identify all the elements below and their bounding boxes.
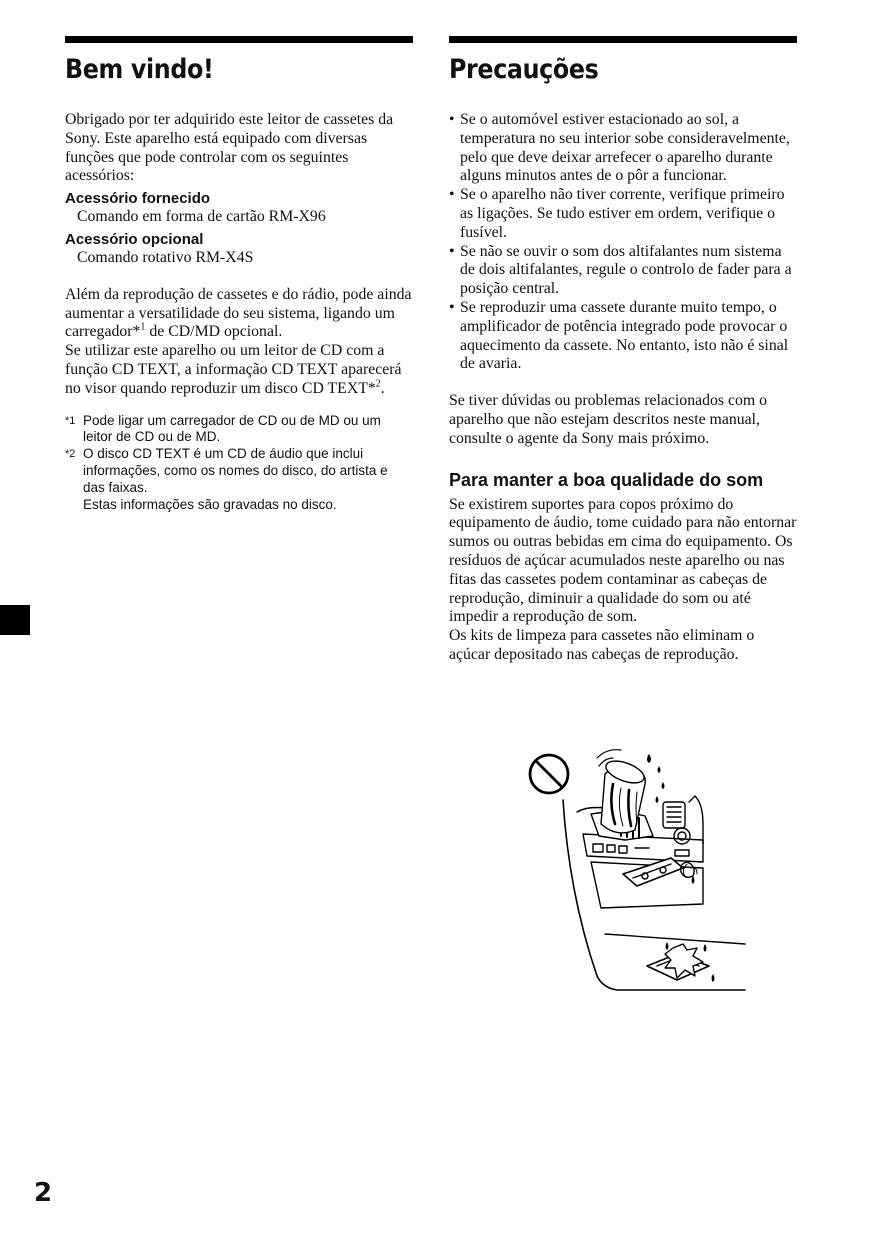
list-item: • Se o automóvel estiver estacionado ao sol, a temperatura no seu interior sobe consideravelmente, pelo que deve deixar arrefecer o aparelho durante alguns minutos antes de o pôr a funcionar. xyxy=(449,111,797,186)
supplied-accessory-heading: Acessório fornecido xyxy=(65,190,211,208)
footnote-mark: *1 xyxy=(65,414,76,427)
stereo-unit xyxy=(583,834,745,944)
footnote-ref-1: 1 xyxy=(140,322,146,334)
versatility-text-b: de CD/MD opcional. xyxy=(145,323,283,341)
welcome-title: Bem vindo! xyxy=(65,54,214,85)
section-tab-marker xyxy=(0,605,30,635)
footnote-text: Pode ligar um carregador de CD ou de MD ou um leitor de CD ou de MD. xyxy=(83,412,381,445)
footnote-mark: *2 xyxy=(65,448,76,461)
section-rule xyxy=(65,36,413,43)
supplied-accessory-item: Comando em forma de cartão RM-X96 xyxy=(77,208,326,226)
prohibition-icon xyxy=(530,755,568,793)
cd-text-paragraph xyxy=(65,342,413,398)
versatility-paragraph xyxy=(65,286,413,342)
page-number: 2 xyxy=(34,1178,53,1208)
cd-text-text-a: Se utilizar este aparelho ou um leitor de CD com a função CD TEXT, a informação CD TEXT aparecerá no visor quando reproduzir um disco CD TEXT* xyxy=(65,342,402,397)
precautions-column xyxy=(449,36,797,665)
spilled-cassette xyxy=(647,942,715,982)
precautions-list xyxy=(449,111,797,374)
section-rule xyxy=(449,36,797,43)
sound-quality-paragraph-2: Os kits de limpeza para cassetes não eliminam o açúcar depositado nas cabeças de reprodução. xyxy=(449,627,755,663)
optional-accessory-heading: Acessório opcional xyxy=(65,230,204,248)
list-item: • Se o aparelho não tiver corrente, verifique primeiro as ligações. Se tudo estiver em ordem, verifique o fusível. xyxy=(449,186,797,242)
welcome-column xyxy=(65,36,413,513)
list-item: • Se não se ouvir o som dos altifalantes num sistema de dois altifalantes, regule o controlo de fader para a posição central. xyxy=(449,243,797,299)
versatility-text-a: Além da reprodução de cassetes e do rádio, pode ainda aumentar a versatilidade do seu sistema, ligando um carregador* xyxy=(65,285,412,341)
precautions-title: Precauções xyxy=(449,54,599,85)
list-item: • Se reproduzir uma cassete durante muito tempo, o amplificador de potência integrado pode provocar o aquecimento da cassete. No entanto, isto não é sinal de avaria. xyxy=(449,299,797,374)
sound-quality-paragraph-1: Se existirem suportes para copos próximo do equipamento de áudio, tome cuidado para não entornar sumos ou outras bebidas em cima do equipamento. Os resíduos de açúcar acumulados neste aparelho ou nas fitas das cassetes podem contaminar as cabeças de reprodução, diminuir a qualidade do som ou até impedir a reprodução de som. xyxy=(449,495,797,626)
footnotes xyxy=(65,413,413,514)
footnote-text: O disco CD TEXT é um CD de áudio que inclui informações, como os nomes do disco, do artista e das faixas. xyxy=(83,446,388,495)
dealer-paragraph: Se tiver dúvidas ou problemas relacionados com o aparelho que não estejam descritos neste manual, consulte o agente da Sony mais próximo. xyxy=(449,392,768,447)
cd-text-text-b: . xyxy=(380,379,385,397)
footnote-ref-2: 2 xyxy=(375,378,381,390)
footnote-text: Estas informações são gravadas no disco. xyxy=(83,496,337,512)
sound-quality-heading: Para manter a boa qualidade do som xyxy=(449,469,764,490)
cassette-in-slot xyxy=(623,858,697,886)
welcome-intro: Obrigado por ter adquirido este leitor de cassetes da Sony. Este aparelho está equipado com diversas funções que pode controlar com os seguintes acessórios: xyxy=(65,111,394,185)
footnote-1 xyxy=(65,413,413,447)
optional-accessory-item: Comando rotativo RM-X4S xyxy=(77,248,254,266)
splash-drops xyxy=(647,754,665,803)
footnote-2 xyxy=(65,446,413,513)
spilled-drink-illustration xyxy=(517,744,749,994)
